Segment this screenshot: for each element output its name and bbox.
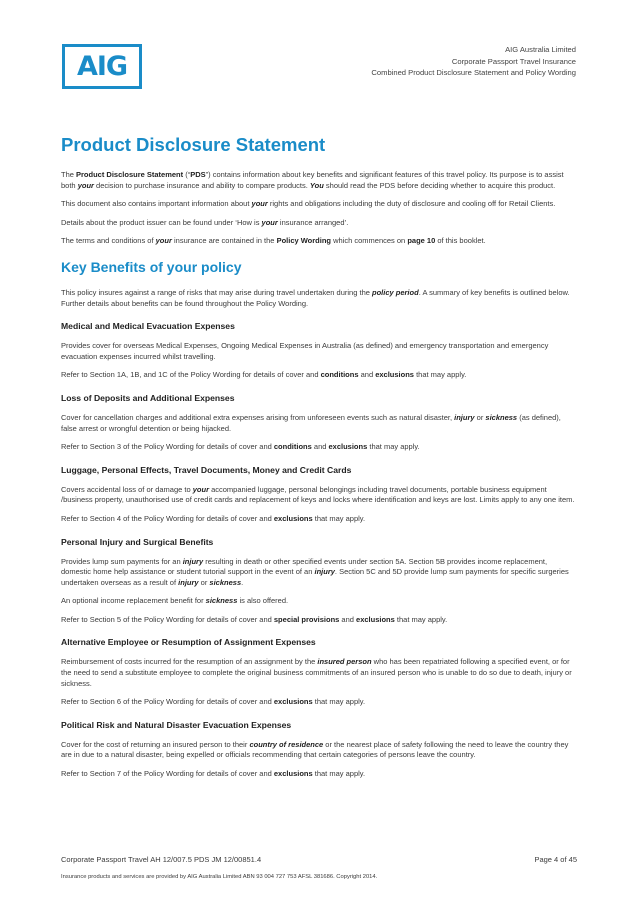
section-heading-political-risk: Political Risk and Natural Disaster Evacuation Expenses (61, 719, 292, 730)
injury-paragraph-2: An optional income replacement benefit for sickness is also offered. (61, 596, 289, 606)
document-header (371, 44, 576, 79)
footer-legal: Insurance products and services are provided by AIG Australia Limited ABN 93 004 727 753 AFSL 381686. Copyright 2014. (61, 874, 378, 880)
section-heading-personal-injury: Personal Injury and Surgical Benefits (61, 536, 214, 547)
intro-paragraph-4: The terms and conditions of your insurance are contained in the Policy Wording which commences on page 10 of this booklet. (61, 236, 486, 246)
intro-paragraph-3: Details about the product issuer can be found under ‘How is your insurance arranged’. (61, 217, 349, 227)
header-document: Combined Product Disclosure Statement and Policy Wording (371, 68, 576, 77)
key-benefits-heading: Key Benefits of your policy (61, 258, 242, 275)
section-heading-alternative-employee: Alternative Employee or Resumption of Assignment Expenses (61, 637, 316, 648)
alternative-employee-paragraph-1: Reimbursement of costs incurred for the resumption of an assignment by the insured person who has been repatriated following a specified event, or for the need to send a substitute employee to complete the original business commitments of an insured person who is unable to do so due to death, injury or sickness. (61, 657, 572, 688)
political-risk-paragraph-1: Cover for the cost of returning an insured person to their country of residence or the nearest place of safety following the need to leave the country they are in due to a natural disaster, being expelled or officials recommending that certain categories of persons leave the country. (61, 739, 569, 760)
header-company: AIG Australia Limited (505, 45, 576, 54)
intro-paragraph-1: The Product Disclosure Statement (“PDS”) contains information about key benefits and significant features of this travel policy. Its purpose is to assist both your decision to purchase insurance and ability to compare products. You should read the PDS before deciding whether to acquire this product. (61, 170, 564, 190)
page-content (61, 134, 577, 788)
section-heading-medical: Medical and Medical Evacuation Expenses (61, 321, 235, 332)
political-risk-paragraph-2: Refer to Section 7 of the Policy Wording for details of cover and exclusions that may apply. (61, 769, 366, 779)
footer-page-number: Page 4 of 45 (534, 855, 577, 864)
section-heading-luggage: Luggage, Personal Effects, Travel Documents, Money and Credit Cards (61, 464, 352, 475)
footer-document-ref: Corporate Passport Travel AH 12/007.5 PDS JM 12/00851.4 (61, 855, 262, 864)
luggage-paragraph-1: Covers accidental loss of or damage to your accompanied luggage, personal belongings including travel documents, portable business equipment /business property, unauthorised use of credit cards and replacement of keys and locks where identification and keys are lost. Limits apply to any one item. (61, 484, 575, 505)
deposits-paragraph-2: Refer to Section 3 of the Policy Wording for details of cover and conditions and exclusions that may apply. (61, 442, 420, 452)
luggage-paragraph-2: Refer to Section 4 of the Policy Wording for details of cover and exclusions that may apply. (61, 513, 366, 523)
injury-paragraph-1: Provides lump sum payments for an injury resulting in death or other specified events under section 5A. Section 5B provides income replacement, domestic home help assistance or student tutorial support in the event of an injury. Section 5C and 5D provide lump sum payments for specific surgeries undertaken overseas as a result of injury or sickness. (61, 556, 569, 587)
logo-text: AIG (76, 51, 128, 82)
intro-paragraph-2: This document also contains important information about your rights and obligations including the duty of disclosure and cooling off for Retail Clients. (61, 199, 556, 209)
injury-paragraph-3: Refer to Section 5 of the Policy Wording for details of cover and special provisions and exclusions that may apply. (61, 614, 448, 624)
page-title: Product Disclosure Statement (61, 134, 326, 155)
medical-paragraph-2: Refer to Section 1A, 1B, and 1C of the Policy Wording for details of cover and conditions and exclusions that may apply. (61, 370, 467, 380)
section-heading-deposits: Loss of Deposits and Additional Expenses (61, 392, 235, 403)
alternative-employee-paragraph-2: Refer to Section 6 of the Policy Wording for details of cover and exclusions that may apply. (61, 697, 366, 707)
deposits-paragraph-1: Cover for cancellation charges and additional extra expenses arising from unforeseen events such as natural disaster, injury or sickness (as defined), false arrest or wrongful detention or being hijacked. (61, 412, 561, 433)
key-benefits-paragraph: This policy insures against a range of risks that may arise during travel undertaken during the policy period. A summary of key benefits is outlined below. Further details about benefits can be found throughout the Policy Wording. (61, 287, 570, 308)
page-footer (61, 855, 577, 864)
header-product: Corporate Passport Travel Insurance (451, 56, 576, 66)
aig-logo (62, 44, 142, 89)
medical-paragraph-1: Provides cover for overseas Medical Expenses, Ongoing Medical Expenses in Australia (as defined) and emergency transportation and emergency evacuation expenses incurred whilst travelling. (61, 341, 549, 361)
